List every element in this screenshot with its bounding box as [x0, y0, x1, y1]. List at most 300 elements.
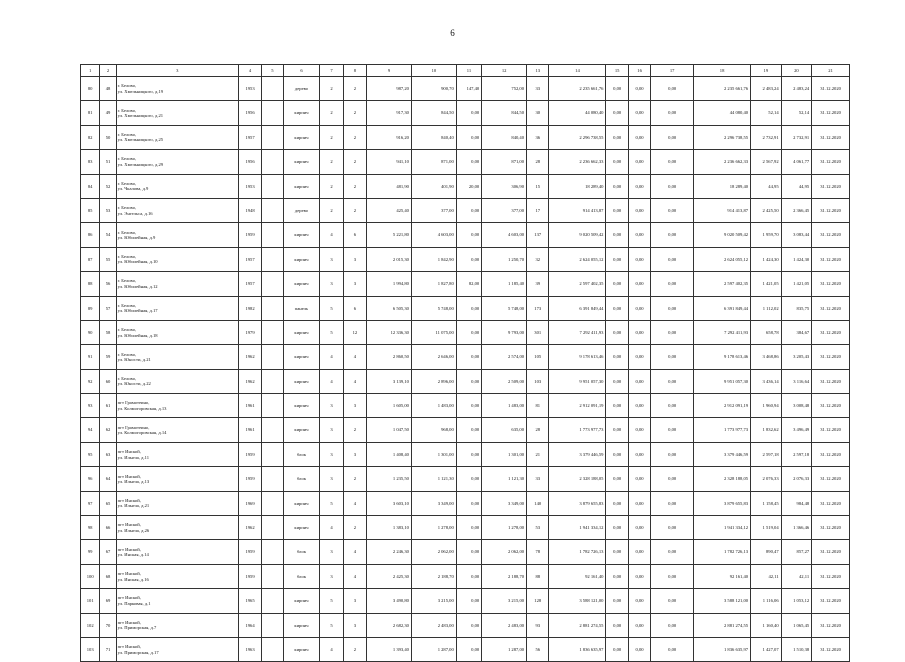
table-cell: 0,00 [606, 467, 628, 491]
table-cell: 0,00 [456, 491, 481, 515]
table-cell: 1979 [238, 320, 261, 344]
table-cell: 1 959,70 [751, 223, 782, 247]
table-cell: 2 188,70 [482, 564, 527, 588]
table-cell: 0,00 [628, 491, 650, 515]
table-cell: 44,95 [781, 174, 812, 198]
table-cell: 99 [81, 540, 100, 564]
table-cell: 31.12.2020 [812, 613, 850, 637]
table-cell: 48 [100, 77, 116, 101]
table-cell: 1 121,30 [411, 467, 456, 491]
table-row [81, 150, 850, 174]
table-cell: 58 [100, 320, 116, 344]
table-cell: 64 [100, 467, 116, 491]
table-cell: 2 [320, 101, 343, 125]
table-cell: 1 160,40 [751, 613, 782, 637]
table-cell: 0,00 [456, 369, 481, 393]
table-cell: 31.12.2020 [812, 491, 850, 515]
column-header: 13 [527, 65, 549, 77]
table-cell: 0,00 [628, 272, 650, 296]
table-cell: 89 [81, 296, 100, 320]
table-cell: 53 [100, 198, 116, 222]
table-cell: 9 951 057,30 [694, 369, 751, 393]
table-cell [262, 320, 283, 344]
table-cell: 1 065,45 [781, 613, 812, 637]
table-cell: панель [283, 296, 320, 320]
table-cell: 0,00 [628, 223, 650, 247]
table-cell: 0,00 [651, 296, 694, 320]
table-cell [262, 272, 283, 296]
table-cell: 12 [343, 320, 366, 344]
column-header: 1 [81, 65, 100, 77]
table-cell: 0,00 [628, 540, 650, 564]
table-cell: 752,00 [482, 77, 527, 101]
table-cell: 1 483,00 [411, 394, 456, 418]
table-cell: 0,00 [606, 564, 628, 588]
table-cell: 86 [81, 223, 100, 247]
table-cell: 1 383,10 [367, 516, 412, 540]
table-cell: 6 391 849,44 [694, 296, 751, 320]
table-cell: 1 941 334,12 [549, 516, 606, 540]
table-cell: 0,00 [651, 491, 694, 515]
table-cell: 1957 [238, 272, 261, 296]
table-cell: 28 [527, 418, 549, 442]
table-cell: 44 080,40 [694, 101, 751, 125]
column-header: 21 [812, 65, 850, 77]
table-cell: 0,00 [606, 77, 628, 101]
table-cell: 31.12.2020 [812, 564, 850, 588]
table-cell: 2 062,00 [482, 540, 527, 564]
table-cell: 2 328 188,05 [549, 467, 606, 491]
table-cell: 3 879 655,83 [549, 491, 606, 515]
table-cell: 0,00 [651, 198, 694, 222]
table-cell: 6 505,30 [367, 296, 412, 320]
table-cell: 6 [343, 223, 366, 247]
table-cell: 2 296 738,55 [694, 125, 751, 149]
table-cell: 31.12.2020 [812, 247, 850, 271]
table-row [81, 467, 850, 491]
table-cell: 31.12.2020 [812, 125, 850, 149]
table-row [81, 589, 850, 613]
table-cell: 2 624 055,12 [694, 247, 751, 271]
table-cell: кирпич [283, 637, 320, 661]
table-cell: 31.12.2020 [812, 418, 850, 442]
table-cell: 900,70 [411, 77, 456, 101]
table-cell: 31.12.2020 [812, 223, 850, 247]
table-cell: 44 080,40 [549, 101, 606, 125]
table-cell: 0,00 [651, 345, 694, 369]
table-cell: 4 [343, 345, 366, 369]
table-cell: 0,00 [606, 613, 628, 637]
table-cell: 1 235,50 [367, 467, 412, 491]
table-cell: 1982 [238, 296, 261, 320]
table-row [81, 77, 850, 101]
table-cell: 31.12.2020 [812, 589, 850, 613]
table-row [81, 125, 850, 149]
table-cell: 20,00 [456, 174, 481, 198]
table-cell: 31.12.2020 [812, 272, 850, 296]
table-cell [262, 589, 283, 613]
table-cell: 0,00 [606, 637, 628, 661]
table-cell: 31.12.2020 [812, 150, 850, 174]
table-cell: 3 083,44 [781, 223, 812, 247]
address-cell: г. Белово, ул. Энгельса, д.16 [116, 198, 238, 222]
address-cell: г. Белово, ул. Хмельницкого, д.21 [116, 101, 238, 125]
table-cell: 2 646,00 [411, 345, 456, 369]
table-cell: 31.12.2020 [812, 345, 850, 369]
table-cell: 15 [527, 174, 549, 198]
table-cell: 3 436,14 [751, 369, 782, 393]
table-cell: 102 [81, 613, 100, 637]
table-cell: 0,00 [628, 150, 650, 174]
address-cell: пгт Инской, ул. Ильича, д.11 [116, 442, 238, 466]
table-cell: 5 [320, 613, 343, 637]
table-cell: 57 [100, 296, 116, 320]
table-cell: 0,00 [651, 540, 694, 564]
table-cell: 78 [527, 540, 549, 564]
table-cell: 1 116,06 [751, 589, 782, 613]
column-header: 10 [411, 65, 456, 77]
table-cell: 3 379 446,59 [549, 442, 606, 466]
table-cell: 3 215,00 [482, 589, 527, 613]
table-cell: 401,90 [411, 174, 456, 198]
table-cell: 2 235 661,76 [694, 77, 751, 101]
table-cell: 3 [320, 442, 343, 466]
table-cell: 0,00 [456, 589, 481, 613]
table-cell: 840,40 [411, 125, 456, 149]
address-cell: пгт Инской, ул. Ильича, д.21 [116, 491, 238, 515]
table-cell: 0,00 [628, 564, 650, 588]
table-row [81, 516, 850, 540]
table-cell: 0,00 [628, 613, 650, 637]
table-cell: 0,00 [606, 272, 628, 296]
table-cell: 9 020 509,42 [694, 223, 751, 247]
table-cell: 481,90 [367, 174, 412, 198]
table-cell: 0,00 [456, 296, 481, 320]
table-cell: 0,00 [651, 174, 694, 198]
table-cell: 31.12.2020 [812, 198, 850, 222]
table-cell: 2 881 274,55 [549, 613, 606, 637]
table-cell: 1 782 726,13 [694, 540, 751, 564]
table-cell: 0,00 [456, 150, 481, 174]
table-cell: 31.12.2020 [812, 174, 850, 198]
table-cell: 1962 [238, 345, 261, 369]
table-cell: 4 [320, 516, 343, 540]
table-cell: 0,00 [606, 418, 628, 442]
table-cell [262, 198, 283, 222]
table-cell: 6 391 849,44 [549, 296, 606, 320]
table-cell [262, 101, 283, 125]
table-cell: 3 139,10 [367, 369, 412, 393]
table-cell: 4 [343, 369, 366, 393]
table-cell: 3 496,49 [781, 418, 812, 442]
table-cell: 1 301,00 [482, 442, 527, 466]
table-cell: 31.12.2020 [812, 369, 850, 393]
table-cell: 301 [527, 320, 549, 344]
table-cell: кирпич [283, 345, 320, 369]
column-header: 2 [100, 65, 116, 77]
table-cell: 56 [100, 272, 116, 296]
table-cell: 3 [320, 564, 343, 588]
table-cell: 914 413,87 [694, 198, 751, 222]
table-cell: 2 912 091,19 [549, 394, 606, 418]
table-cell: 0,00 [628, 637, 650, 661]
table-cell: 2 483,24 [751, 77, 782, 101]
table-cell: кирпич [283, 174, 320, 198]
column-header: 16 [628, 65, 650, 77]
table-cell: 1 427,07 [751, 637, 782, 661]
table-cell: 62 [100, 418, 116, 442]
address-cell: г. Белово, ул. Юбилейная, д.9 [116, 223, 238, 247]
table-cell: 2 236 662,33 [694, 150, 751, 174]
table-cell: 917,30 [367, 101, 412, 125]
address-cell: г. Белово, ул. Чкалова, д.9 [116, 174, 238, 198]
table-cell: 835,75 [781, 296, 812, 320]
table-cell: 0,00 [456, 540, 481, 564]
table-cell: 2 188,70 [411, 564, 456, 588]
column-header: 18 [694, 65, 751, 77]
table-cell: 1957 [238, 247, 261, 271]
table-cell: 31.12.2020 [812, 296, 850, 320]
table-cell: 1962 [238, 516, 261, 540]
table-cell: 0,00 [628, 296, 650, 320]
table-cell: 140 [527, 491, 549, 515]
table-cell: 7 292 411,93 [549, 320, 606, 344]
table-cell: 1 836 635,97 [549, 637, 606, 661]
address-cell: г. Белово, ул. Юбилейная, д.12 [116, 272, 238, 296]
table-cell: 2 [320, 198, 343, 222]
column-header: 17 [651, 65, 694, 77]
table-cell: 2 [320, 125, 343, 149]
table-cell: дерево [283, 198, 320, 222]
table-cell: 28 [527, 150, 549, 174]
table-cell: 93 [81, 394, 100, 418]
table-cell: 3 008,48 [781, 394, 812, 418]
table-cell: 2 366,45 [781, 198, 812, 222]
table-cell: 61 [100, 394, 116, 418]
table-cell: 916,20 [367, 125, 412, 149]
table-cell: 31.12.2020 [812, 77, 850, 101]
table-row [81, 394, 850, 418]
table-cell: 50 [100, 125, 116, 149]
table-cell: 987,20 [367, 77, 412, 101]
table-cell: 0,00 [651, 247, 694, 271]
table-cell: 44,95 [751, 174, 782, 198]
address-cell: пгт Инской, ул. Ильича, д.26 [116, 516, 238, 540]
table-cell: 0,00 [606, 101, 628, 125]
address-cell: г. Белово, ул. Хмельницкого, д.19 [116, 77, 238, 101]
table-cell: 101 [81, 589, 100, 613]
table-row [81, 223, 850, 247]
table-cell: кирпич [283, 589, 320, 613]
table-cell: 1 483,00 [482, 394, 527, 418]
table-cell: 32 [527, 247, 549, 271]
table-cell: 0,00 [628, 77, 650, 101]
table-cell: 1 424,30 [781, 247, 812, 271]
table-cell: 3 603,10 [367, 491, 412, 515]
table-cell [262, 613, 283, 637]
table-cell: 88 [81, 272, 100, 296]
table-row [81, 101, 850, 125]
column-header: 12 [482, 65, 527, 77]
table-cell: 97 [81, 491, 100, 515]
column-header: 5 [262, 65, 283, 77]
table-cell: 0,00 [456, 125, 481, 149]
address-cell: пгт Инской, ул. Инская, д.16 [116, 564, 238, 588]
table-cell: 3 215,00 [411, 589, 456, 613]
table-cell: 1 185,40 [482, 272, 527, 296]
table-cell: 67 [100, 540, 116, 564]
table-cell: 4 061,77 [781, 150, 812, 174]
table-cell: 3 588 121,00 [694, 589, 751, 613]
table-cell: 0,00 [456, 564, 481, 588]
table-cell: 3 [320, 247, 343, 271]
table-cell: 2 [343, 125, 366, 149]
table-cell: 0,00 [606, 150, 628, 174]
table-cell: 0,00 [456, 613, 481, 637]
table-cell: 871,00 [411, 150, 456, 174]
table-body [81, 77, 850, 662]
table-cell: 0,00 [628, 247, 650, 271]
table-cell: 88 [527, 564, 549, 588]
table-row [81, 564, 850, 588]
table-cell: 1 047,50 [367, 418, 412, 442]
table-cell [262, 394, 283, 418]
table-cell: 30 [527, 101, 549, 125]
table-cell: кирпич [283, 223, 320, 247]
table-cell: 0,00 [651, 637, 694, 661]
table-cell: 1953 [238, 77, 261, 101]
table-cell: 2 [320, 174, 343, 198]
table-cell: 0,00 [456, 223, 481, 247]
table-cell: 1 941 334,12 [694, 516, 751, 540]
table-cell: 9 178 613,46 [694, 345, 751, 369]
table-cell: 1 158,45 [751, 491, 782, 515]
table-cell: 36 [527, 125, 549, 149]
table-cell: 3 [320, 467, 343, 491]
table-cell: 95 [81, 442, 100, 466]
table-cell: 0,00 [651, 77, 694, 101]
table-cell: 2 236 662,33 [549, 150, 606, 174]
table-cell: 0,00 [628, 418, 650, 442]
table-cell: 0,00 [606, 174, 628, 198]
table-cell: 377,00 [482, 198, 527, 222]
table-cell: 2 [343, 101, 366, 125]
table-cell: 1 605,00 [367, 394, 412, 418]
table-cell [262, 540, 283, 564]
table-cell: 968,00 [411, 418, 456, 442]
table-cell: 3 [343, 247, 366, 271]
table-cell: 1959 [238, 564, 261, 588]
table-cell: 42,11 [781, 564, 812, 588]
table-cell: кирпич [283, 247, 320, 271]
table-cell: 80 [81, 77, 100, 101]
table-cell: 63 [100, 442, 116, 466]
table-cell: 0,00 [606, 223, 628, 247]
table-cell: 70 [100, 613, 116, 637]
table-cell: 0,00 [651, 272, 694, 296]
table-cell: 33 [527, 467, 549, 491]
table-cell: 33 [527, 77, 549, 101]
table-cell: 71 [100, 637, 116, 661]
table-cell: 0,00 [456, 320, 481, 344]
table-cell: 306,90 [482, 174, 527, 198]
table-cell: 0,00 [606, 247, 628, 271]
table-cell: 0,00 [628, 589, 650, 613]
table-cell: 1 287,00 [482, 637, 527, 661]
table-cell: 4 [343, 540, 366, 564]
table-cell: 2 [320, 77, 343, 101]
table-cell: 1 773 977,73 [549, 418, 606, 442]
table-cell: 2 [343, 516, 366, 540]
table-cell: 857,27 [781, 540, 812, 564]
table-cell: 0,00 [606, 125, 628, 149]
table-cell: 54 [100, 223, 116, 247]
table-row [81, 540, 850, 564]
table-cell: 81 [527, 394, 549, 418]
table-cell: 2 860,50 [367, 345, 412, 369]
table-cell [262, 174, 283, 198]
table-cell: 1 366,46 [781, 516, 812, 540]
table-row [81, 442, 850, 466]
table-cell: 0,00 [456, 345, 481, 369]
table-cell [262, 564, 283, 588]
table-row [81, 637, 850, 661]
table-cell: 5 [320, 491, 343, 515]
table-cell: 2 732,91 [781, 125, 812, 149]
table-cell [262, 467, 283, 491]
table-cell: кирпич [283, 418, 320, 442]
table-cell: 1959 [238, 442, 261, 466]
column-header: 11 [456, 65, 481, 77]
table-cell: 17 [527, 198, 549, 222]
table-cell: 31.12.2020 [812, 540, 850, 564]
table-cell: 5 [320, 296, 343, 320]
table-cell: 2 076,33 [751, 467, 782, 491]
table-cell [262, 442, 283, 466]
table-cell: 90 [81, 320, 100, 344]
table-cell: 147,40 [456, 77, 481, 101]
table-cell: 1 994,80 [367, 272, 412, 296]
table-cell [262, 296, 283, 320]
table-cell: 1 421,05 [751, 272, 782, 296]
table-cell: 0,00 [606, 589, 628, 613]
table-cell: 2 235 661,76 [549, 77, 606, 101]
table-cell: 51 [100, 150, 116, 174]
table-cell: 0,00 [606, 198, 628, 222]
table-cell: 1 278,00 [482, 516, 527, 540]
table-cell: 0,00 [606, 369, 628, 393]
table-cell: 2 509,00 [482, 369, 527, 393]
table-cell: 5 221,80 [367, 223, 412, 247]
table-cell: 3 879 655,83 [694, 491, 751, 515]
column-header: 14 [549, 65, 606, 77]
table-cell: 60 [100, 369, 116, 393]
table-row [81, 345, 850, 369]
table-cell: 4 603,00 [411, 223, 456, 247]
table-cell: 5 [320, 320, 343, 344]
address-cell: пгт Инской, ул. Приморская, д.7 [116, 613, 238, 637]
table-cell: 96 [81, 467, 100, 491]
table-cell: 0,00 [606, 320, 628, 344]
table-cell [262, 637, 283, 661]
table-cell: 0,00 [606, 516, 628, 540]
table-cell: 384,67 [781, 320, 812, 344]
table-cell: 7 292 411,93 [694, 320, 751, 344]
table-cell: 31.12.2020 [812, 101, 850, 125]
table-cell: 0,00 [628, 198, 650, 222]
table-cell: 18 289,40 [549, 174, 606, 198]
table-cell: 0,00 [606, 491, 628, 515]
